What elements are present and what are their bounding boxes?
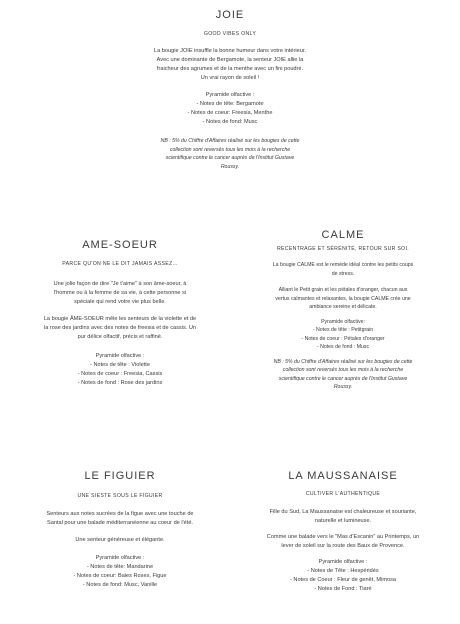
amesoeur-description-line: Une jolie façon de dire "Je t'aime" à son âme-soeur, à [53, 281, 187, 287]
joie-note-line: collection sont reversés tous les mois à la recherche [169, 146, 291, 153]
joie-description-line: Un vrai rayon de soleil ! [200, 75, 260, 81]
joie-description-line: fraicheur des agrumes et de la menthe avec un fini poudré. [156, 66, 304, 72]
amesoeur-pyramid-line: - Notes de tête : Violette [90, 362, 150, 368]
maussanaise-description-line: naturelle et lumineuse. [314, 518, 372, 524]
maussanaise-subtitle: CULTIVER L'AUTHENTIQUE [305, 491, 381, 497]
calme-description-line: ambiance sereine et délicate. [309, 304, 377, 310]
amesoeur-description-line: pur délice olfactif, précis et raffiné. [77, 334, 163, 340]
calme-note-line: NB : 5% du Chiffre d'Affaires réalisé sur les bougies de cette [273, 358, 413, 365]
maussanaise-description-2 [240, 533, 446, 551]
calme-description [240, 261, 446, 278]
figuier-description-2 [18, 536, 222, 545]
calme-note-line: collection sont reversés tous les mois à la recherche [282, 367, 404, 373]
amesoeur-description-line: l'homme ou à la femme de sa vie, à cette personne si [53, 290, 187, 296]
figuier-title: LE FIGUIER [84, 470, 156, 482]
maussanaise-description-line: Fille du Sud, La Maussanaise est chaleureuse et souriante, [269, 509, 417, 515]
maussanaise-title: LA MAUSSANAISE [288, 470, 398, 482]
joie-pyramid-line: - Notes de tête: Bergamote [196, 101, 264, 107]
calme-description-line: de stress. [331, 270, 355, 277]
amesoeur-pyramid-line: - Notes de coeur : Freesia, Cassis [77, 371, 163, 377]
figuier-section [18, 470, 222, 590]
amesoeur-subtitle: PARCE QU'ON NE LE DIT JAMAIS ASSEZ... [62, 261, 178, 267]
joie-description-line: Avec une dominante de Bergamote, la senteur JOIE allie la [156, 57, 304, 63]
figuier-description-line: Senteurs aux notes sucrées de la figue avec une touche de [46, 511, 194, 517]
maussanaise-pyramid-line: - Notes de Tête : Hespéridés [307, 568, 379, 574]
calme-charity-note [240, 358, 446, 392]
joie-subtitle: GOOD VIBES ONLY [203, 31, 257, 37]
figuier-description [18, 510, 222, 528]
amesoeur-description-line: spéciale qui rend votre vie plus belle. [74, 299, 166, 305]
figuier-pyramid-line: Pyramide olfactive : [95, 555, 145, 561]
amesoeur-pyramid-line: - Notes de fond : Rose des jardins [77, 380, 163, 386]
figuier-pyramid [18, 554, 222, 590]
amesoeur-description-line: La bougie ÂME-SOEUR mêle les senteurs de la violette et de [43, 316, 197, 322]
calme-note-line: scientifique contre le cancer auprès de l'Institut Gustave [278, 375, 408, 382]
maussanaise-description-line: Comme une balade vers le "Mas d'Escanin" au Printemps, un [266, 534, 420, 540]
figuier-subtitle: UNE SIESTE SOUS LE FIGUIER [77, 493, 163, 499]
joie-description [120, 47, 340, 83]
maussanaise-pyramid-line: - Notes de Fond : Tiaré [314, 586, 372, 592]
amesoeur-section [20, 239, 220, 388]
calme-description-line: vertus calmantes et relaxantes, la bougie CALME crée une [275, 295, 411, 302]
calme-title: CALME [321, 229, 365, 241]
figuier-pyramid-line: - Notes de coeur: Baies Roses, Figue [73, 573, 167, 579]
joie-note-line: scientifique contre le cancer auprès de l'Institut Gustave [165, 155, 295, 161]
joie-section [120, 8, 340, 171]
amesoeur-pyramid [20, 352, 220, 388]
maussanaise-section [240, 470, 446, 594]
calme-description-line: Alliant le Petit grain et les pétales d'oranger, chacun aux [278, 287, 408, 293]
maussanaise-pyramid-line: - Notes de Coeur : Fleur de genêt, Mimosa [289, 577, 397, 583]
joie-charity-note [120, 137, 340, 171]
figuier-description-line: Santal pour une balade méditerranéenne au coeur de l'été. [47, 520, 193, 526]
joie-note-line: Roussy. [220, 163, 240, 170]
maussanaise-pyramid [240, 558, 446, 594]
calme-description-line: La bougie CALME est le remède idéal contre les petits coups [272, 262, 414, 268]
calme-pyramid [240, 318, 446, 352]
joie-pyramid-line: - Notes de coeur: Freesia, Menthe [187, 110, 273, 116]
amesoeur-description [20, 280, 220, 307]
joie-note-line: NB : 5% du Chiffre d'Affaires réalisé sur les bougies de cette [160, 138, 300, 144]
maussanaise-pyramid-line: Pyramide olfactive : [318, 559, 368, 565]
amesoeur-pyramid-line: Pyramide olfactive : [95, 353, 145, 359]
joie-description-line: La bougie JOIE insuffle la bonne humeur dans votre intérieur. [154, 48, 306, 54]
joie-title: JOIE [215, 9, 245, 21]
calme-pyramid-line: Pyramide olfactive: [321, 318, 365, 325]
calme-pyramid-line: - Notes de coeur : Pétales d'oranger [301, 335, 385, 342]
amesoeur-description-2 [20, 315, 220, 342]
calme-subtitle: RECENTRAGE ET SÉRÉNITÉ, RETOUR SUR SOI. [277, 246, 409, 252]
joie-pyramid-line: Pyramide olfactive : [205, 92, 255, 98]
calme-pyramid-line: - Notes de tête : Petitgrain [312, 327, 374, 333]
figuier-pyramid-line: - Notes de fond: Musc, Vanille [82, 582, 158, 588]
calme-description-2 [240, 286, 446, 312]
amesoeur-title: AME-SOEUR [82, 239, 158, 251]
amesoeur-description-line: la rose des jardins avec des notes de freesia et de cassis. Un [43, 325, 197, 331]
joie-pyramid [120, 91, 340, 127]
maussanaise-description [240, 508, 446, 526]
figuier-pyramid-line: - Notes de tête: Mandarine [86, 564, 154, 570]
figuier-description-line: Une senteur généreuse et élégante. [75, 537, 165, 543]
maussanaise-description-line: lever de soleil sur la route des Baux de Provence. [281, 543, 405, 549]
calme-pyramid-line: - Notes de fond : Musc [316, 344, 370, 350]
calme-section [240, 229, 446, 392]
calme-note-line: Roussy. [333, 384, 353, 390]
joie-pyramid-line: - Notes de fond: Musc [202, 119, 258, 125]
